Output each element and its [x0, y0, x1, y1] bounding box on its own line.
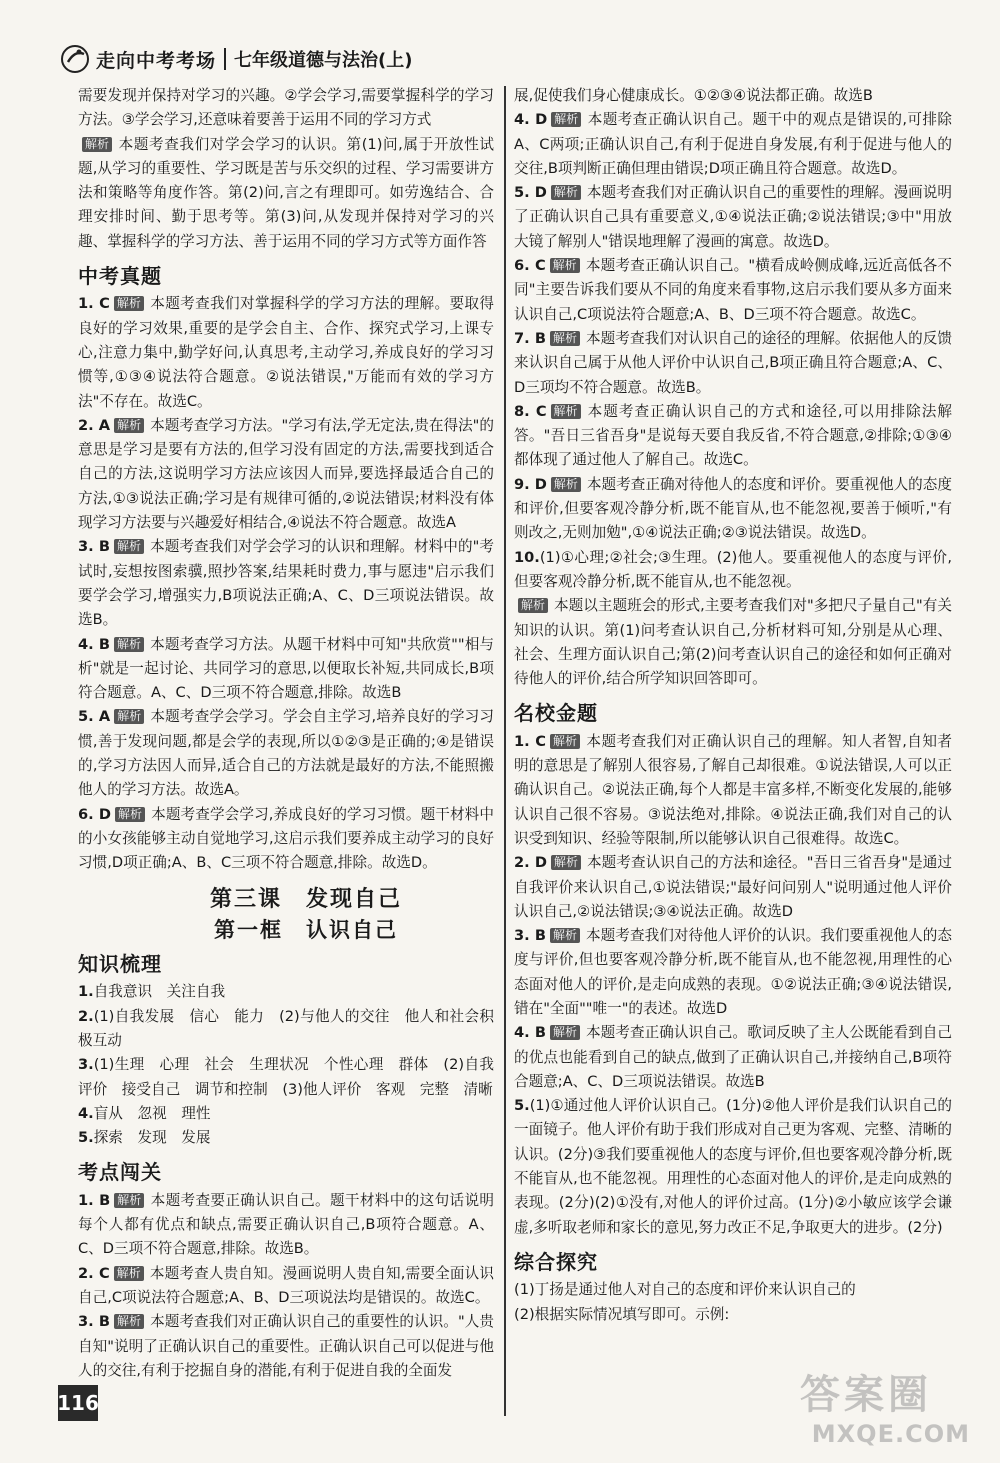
answer-number: 1. C: [78, 295, 110, 313]
answer-item: [514, 473, 952, 546]
analysis-tag: 解析: [550, 258, 580, 273]
answer-item: [78, 705, 494, 802]
answer-number: 1.: [78, 983, 94, 1001]
section-heading: 综合探究: [514, 1249, 598, 1274]
answer-item: [78, 1189, 494, 1262]
answer-item: [514, 327, 952, 400]
answer-item: [514, 1021, 952, 1094]
answer-text: 本题考查认识自己的方法和途径。"吾日三省吾身"是通过自我评价来认识自己,①说法错误;"最好问问别人"说明通过他人评价认识自己,②说法错误;③④说法正确。故选D: [514, 854, 952, 920]
answer-text: 需要发现并保持对学习的兴趣。②学会学习,需要掌握科学的学习方法。③学会学习,还意味着要善于运用不同的学习方式: [78, 87, 494, 129]
answer-text: 盲从 忽视 理性: [93, 1104, 211, 1122]
answer-number: 3.: [78, 1056, 94, 1074]
analysis-tag: 解析: [114, 418, 144, 433]
answer-number: 4. B: [514, 1024, 546, 1042]
analysis-tag: 解析: [115, 807, 145, 822]
analysis-tag: 解析: [114, 539, 144, 554]
section-heading: 考点闯关: [78, 1160, 162, 1185]
answer-number: 6. C: [514, 257, 546, 275]
answer-number: 2. D: [514, 854, 547, 872]
answer-text: 本题考查学会学习,养成良好的学习习惯。题干材料中的小女孩能够主动自觉地学习,这启示我们要养成主动学习的良好习惯,D项正确;A、B、C三项不符合题意,排除。故选D。: [78, 805, 494, 872]
left-column: [78, 84, 494, 1383]
answer-number: 7. B: [514, 329, 546, 347]
answer-text: 本题考查正确认识自己。歌词反映了主人公既能看到自己的优点也能看到自己的缺点,做到了正确认识自己,并接纳自己,B项符合题意;A、C、D三项说法错误。故选B: [514, 1024, 952, 1090]
answer-text: 本题考查正确对待他人的态度和评价。要重视他人的态度和评价,但要客观冷静分析,既不能盲从,也不能忽视,要善于倾听,"有则改之,无则加勉",①④说法正确;②③说法错误。故选D。: [514, 475, 952, 542]
answer-item: [78, 803, 494, 876]
answer-number: 8. C: [514, 402, 547, 420]
answer-item: [78, 1310, 494, 1383]
analysis-tag: 解析: [550, 734, 580, 749]
analysis-paragraph: [78, 133, 494, 254]
answer-text: (1)①通过他人评价认识自己。(1分)②他人评价是我们认识自己的一面镜子。他人评价有助于我们形成对自己更为客观、完整、清晰的认识。(2分)③我们要重视他人的态度与评价,但也要客观冷静分析,既不能盲从,也不能忽视。用理性的心态面对他人的评价,是走向成熟的表现。(2分)(2)①没有,对他人的评价过高。(1分)②小敏应该学会谦虚,多听取老师和家长的意见,努力改正不足,争取更大的进步。(2分): [514, 1097, 952, 1236]
answer-number: 3. B: [514, 927, 546, 945]
runner-logo-icon: [60, 44, 90, 74]
answer-item: [78, 1005, 494, 1054]
analysis-tag: 解析: [114, 1314, 144, 1329]
answer-text: 本题考查正确认识自己。"横看成岭侧成峰,远近高低各不同"主要告诉我们要从不同的角度来看事物,这启示我们要从多方面来认识自己,C项说法符合题意;A、B、D三项不符合题意。故选C。: [514, 257, 952, 323]
answer-text: 本题考查我们对正确认识自己的重要性的理解。漫画说明了正确认识自己具有重要意义,①④说法正确;②说法错误;③中"用放大镜了解别人"错误地理解了漫画的寓意。故选D。: [514, 184, 952, 250]
answer-item: [78, 535, 494, 632]
analysis-tag: 解析: [550, 331, 580, 346]
answer-item: [514, 730, 952, 851]
answer-text: (1)丁扬是通过他人对自己的态度和评价来认识自己的: [514, 1281, 856, 1299]
analysis-tag: 解析: [550, 928, 580, 943]
section-heading: 名校金题: [514, 701, 598, 726]
answer-item: [78, 980, 494, 1004]
answer-item: [514, 1303, 952, 1327]
answer-text: 自我意识 关注自我: [93, 983, 226, 1001]
answer-text: 本题以主题班会的形式,主要考查我们对"多把尺子量自己"有关知识的认识。第(1)问考查认识自己,分析材料可知,分别是从心理、社会、生理方面认识自己;第(2)问考查认识自己的途径和如何正确对待他人的评价,结合所学知识回答即可。: [514, 597, 952, 688]
answer-text: 本题考查我们对学会学习的认识和理解。材料中的"考试时,妄想按图索骥,照抄答案,结果耗时费力,事与愿违"启示我们要学会学习,增强实力,B项说法正确;A、C、D三项说法错误。故选B。: [78, 538, 495, 629]
watermark-text: 答案圈: [800, 1371, 932, 1418]
analysis-tag: 解析: [114, 296, 144, 311]
analysis-tag: 解析: [114, 637, 144, 652]
answer-text: 本题考查学习方法。"学习有法,学无定法,贵在得法"的意思是学习是要有方法的,但学习没有固定的方法,需要找到适合自己的方法,这说明学习方法应该因人而异,要选择最适合自己的方法,①③说法正确;学习是有规律可循的,②说法错误;材料没有体现学习方法要与兴趣爱好相结合,④说法不符合题意。故选A: [78, 416, 494, 532]
analysis-tag: 解析: [551, 477, 581, 492]
header-divider: [224, 48, 226, 70]
page-header: [60, 42, 412, 76]
answer-item: [514, 1278, 952, 1302]
frame-title: 第一框 认识自己: [214, 917, 398, 942]
analysis-tag: 解析: [114, 1193, 144, 1208]
watermark-url: MXQE.COM: [811, 1420, 970, 1448]
analysis-tag: 解析: [82, 137, 112, 152]
answer-item: [78, 1102, 494, 1126]
answer-number: 5. A: [78, 708, 111, 726]
answer-item: [78, 292, 494, 413]
answer-text: 本题考查学习方法。从题干材料中可知"共欣赏""相与析"就是一起讨论、共同学习的意思,以便取长补短,共同成长,B项符合题意。A、C、D三项不符合题意,排除。故选B: [78, 635, 495, 702]
answer-text: 本题考查我们对待他人评价的认识。我们要重视他人的态度与评价,但也要客观冷静分析,既不能盲从,也不能忽视,用理性的心态面对他人的评价,是走向成熟的表现。①②说法正确;③④说法错误,错在"全面""唯一"的表述。故选D: [514, 927, 952, 1017]
answer-item: [514, 924, 952, 1021]
answer-item: [78, 633, 494, 706]
answer-item: [78, 1053, 494, 1102]
answer-number: 5.: [78, 1129, 94, 1147]
answer-item: [514, 181, 952, 254]
answer-number: 9. D: [514, 475, 547, 493]
answer-text: 本题考查我们对学会学习的认识。第(1)问,属于开放性试题,从学习的重要性、学习既是苦与乐交织的过程、学习需要讲方法和策略等角度作答。第(2)问,言之有理即可。如劳逸结合、合理安排时间、勤于思考等。第(3)问,从发现并保持对学习的兴趣、掌握科学的学习方法、善于运用不同的学习方式等方面作答: [78, 135, 494, 250]
answer-text: 本题考查我们对掌握科学的学习方法的理解。要取得良好的学习效果,重要的是学会自主、合作、探究式学习,上课专心,注意力集中,勤学好问,认真思考,主动学习,养成良好的学习习惯等,①③④说法符合题意。②说法错误,"万能而有效的学习方法"不存在。故选C。: [78, 295, 494, 410]
answer-item: [78, 414, 494, 535]
analysis-tag: 解析: [551, 855, 581, 870]
answer-text: (2)根据实际情况填写即可。示例:: [514, 1305, 730, 1323]
lesson-title: 第三课 发现自己: [209, 886, 402, 912]
analysis-tag: 解析: [550, 1025, 580, 1040]
section-heading: 中考真题: [78, 264, 162, 289]
answer-text: 本题考查正确认识自己的方式和途径,可以用排除法解答。"吾日三省吾身"是说每天要自我反省,不符合题意,②排除;①③④都体现了通过他人了解自己。故选C。: [514, 402, 952, 469]
answer-text-continued: [514, 84, 952, 108]
answer-text: 展,促使我们身心健康成长。①②③④说法都正确。故选B: [514, 87, 873, 104]
answer-text: (1)生理 心理 社会 生理状况 个性心理 群体 (2)自我评价 接受自己 调节和控制 (3)他人评价 客观 完整 清晰: [78, 1056, 494, 1098]
answer-item: [514, 254, 952, 327]
analysis-tag: 解析: [114, 709, 144, 724]
answer-item: [514, 1094, 952, 1240]
answer-item: [514, 400, 952, 473]
analysis-tag: 解析: [518, 598, 548, 613]
answer-item: [78, 1262, 494, 1311]
answer-number: 1. C: [514, 732, 546, 750]
answer-item: [514, 108, 952, 181]
analysis-tag: 解析: [551, 185, 581, 200]
answer-number: 1. B: [78, 1191, 111, 1209]
answer-number: 2.: [78, 1007, 94, 1025]
answer-number: 5.: [514, 1097, 530, 1115]
answer-item: [78, 1126, 494, 1150]
answer-number: 4. B: [78, 635, 111, 653]
answer-number: 6. D: [78, 805, 112, 823]
answer-number: 3. B: [78, 538, 110, 556]
analysis-tag: 解析: [114, 1266, 144, 1281]
answer-text: 本题考查人贵自知。漫画说明人贵自知,需要全面认识自己,C项说法符合题意;A、B、D三项说法均是错误的。故选C。: [78, 1264, 494, 1306]
answer-number: 3. B: [78, 1313, 110, 1331]
answer-text: 探索 发现 发展: [93, 1129, 211, 1147]
answer-text: 本题考查我们对正确认识自己的理解。知人者智,自知者明的意思是了解别人很容易,了解自己却很难。①说法错误,人可以正确认识自己。②说法正确,每个人都是丰富多样,不断变化发展的,能够认识自己很不容易。③说法绝对,排除。④说法正确,我们对自己的认识受到知识、经验等限制,所以能够认识自己很难得。故选C。: [514, 732, 952, 847]
brand-title: 走向中考考场: [96, 49, 217, 72]
answer-text-continued: [78, 84, 494, 133]
answer-item: [514, 851, 952, 924]
answer-number: 2. C: [78, 1264, 110, 1282]
answer-number: 5. D: [514, 184, 547, 202]
answer-number: 2. A: [78, 416, 111, 434]
analysis-tag: 解析: [551, 404, 581, 419]
answer-text: 本题考查学会学习。学会自主学习,培养良好的学习习惯,善于发现问题,都是会学的表现,所以①②③是正确的;④是错误的,学习方法因人而异,适合自己的方法就是最好的方法,不能照搬他人的学习方法。故选A。: [78, 708, 494, 799]
column-divider: [504, 86, 506, 1416]
answer-text: 本题考查正确认识自己。题干中的观点是错误的,可排除A、C两项;正确认识自己,有利于促进自身发展,有利于促进与他人的交往,B项判断正确但理由错误;D项正确且符合题意。故选D。: [514, 111, 952, 177]
section-heading: 知识梳理: [78, 952, 162, 977]
right-column: [514, 84, 952, 1327]
answer-text: (1)自我发展 信心 能力 (2)与他人的交往 他人和社会积极互动: [78, 1007, 494, 1049]
answer-number: 4. D: [514, 111, 548, 129]
analysis-tag: 解析: [551, 112, 581, 127]
page-number: 116: [58, 1385, 98, 1421]
book-subtitle: 七年级道德与法治(上): [234, 50, 413, 71]
answer-text: (1)①心理;②社会;③生理。(2)他人。要重视他人的态度与评价,但要客观冷静分析,既不能盲从,也不能忽视。: [514, 548, 952, 590]
answer-item: [514, 594, 952, 691]
answer-text: 本题考查我们对正确认识自己的重要性的认识。"人贵自知"说明了正确认识自己的重要性。正确认识自己可以促进与他人的交往,有利于挖掘自身的潜能,有利于促进自我的全面发: [78, 1313, 495, 1379]
watermark-logo: [800, 1363, 970, 1453]
answer-text: 本题考查要正确认识自己。题干材料中的这句话说明每个人都有优点和缺点,需要正确认识自己,B项符合题意。A、C、D三项不符合题意,排除。故选B。: [78, 1191, 494, 1258]
answer-text: 本题考查我们对认识自己的途径的理解。依据他人的反馈来认识自己属于从他人评价中认识自己,B项正确且符合题意;A、C、D三项均不符合题意。故选B。: [514, 329, 952, 396]
answer-item: [514, 546, 952, 595]
answer-number: 4.: [78, 1104, 94, 1122]
answer-number: 10.: [514, 548, 540, 566]
